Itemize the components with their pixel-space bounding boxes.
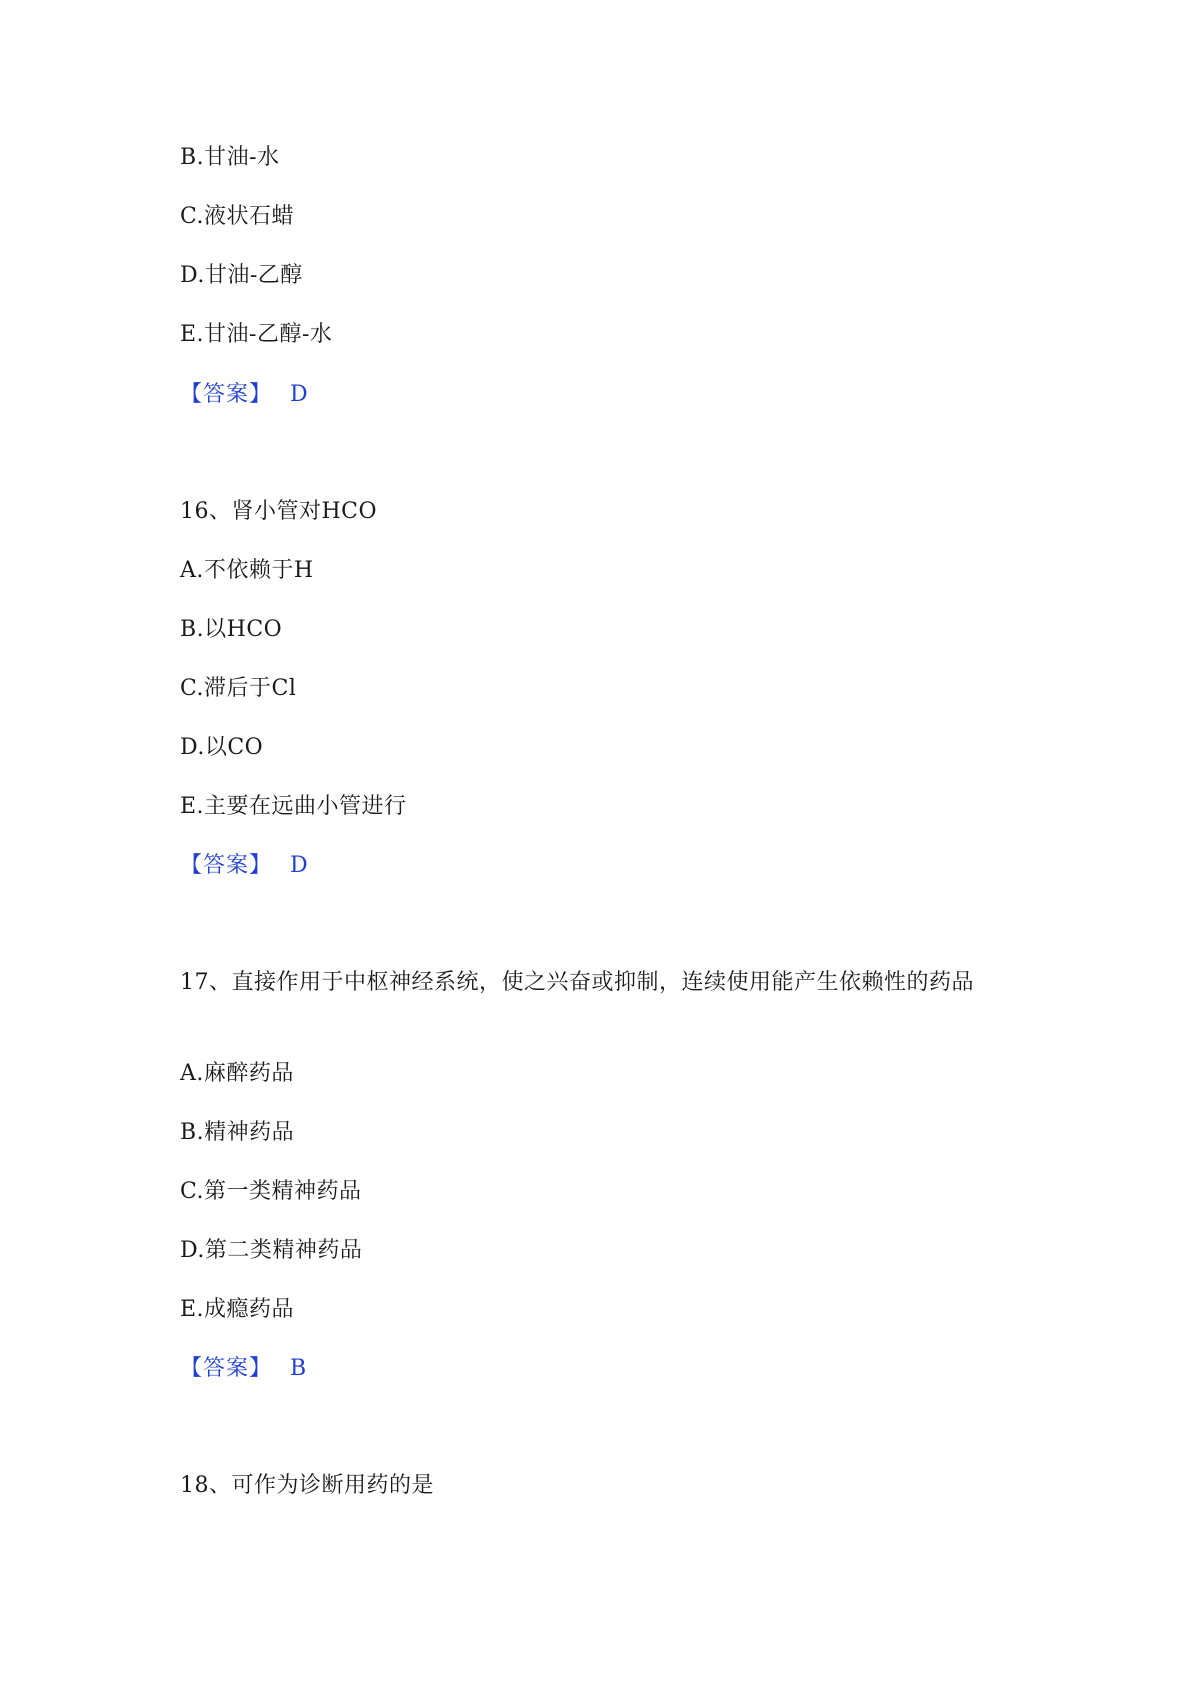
q16-option-e: E.主要在远曲小管进行 — [180, 794, 407, 819]
q17-option-c: C.第一类精神药品 — [180, 1179, 362, 1204]
q15-answer-label: 【答案】 — [180, 382, 273, 407]
q17-option-a: A.麻醉药品 — [180, 1061, 294, 1086]
q15-option-e: E.甘油-乙醇-水 — [180, 322, 333, 347]
q17-option-b: B.精神药品 — [180, 1120, 295, 1145]
q15-answer-value: D — [290, 382, 309, 407]
q17-option-e: E.成瘾药品 — [180, 1297, 295, 1322]
q17-stem: 17、直接作用于中枢神经系统，使之兴奋或抑制，连续使用能产生依赖性的药品 — [180, 970, 974, 995]
q16-option-c: C.滞后于Cl — [180, 676, 297, 701]
q16-answer — [180, 851, 308, 881]
q16-stem: 16、肾小管对HCO — [180, 499, 378, 524]
q17-option-d: D.第二类精神药品 — [180, 1238, 363, 1263]
q17-answer-value: B — [290, 1356, 307, 1381]
q15-answer — [180, 380, 308, 410]
q16-option-d: D.以CO — [180, 735, 264, 760]
q15-option-d: D.甘油-乙醇 — [180, 263, 303, 288]
q15-option-c: C.液状石蜡 — [180, 204, 295, 229]
q16-option-a: A.不依赖于H — [180, 558, 314, 583]
q17-answer-label: 【答案】 — [180, 1356, 273, 1381]
q15-option-b: B.甘油-水 — [180, 145, 280, 170]
q18-stem: 18、可作为诊断用药的是 — [180, 1473, 434, 1498]
q16-answer-label: 【答案】 — [180, 853, 273, 878]
q16-answer-value: D — [290, 853, 309, 878]
q16-option-b: B.以HCO — [180, 617, 283, 642]
q17-answer — [180, 1354, 307, 1384]
